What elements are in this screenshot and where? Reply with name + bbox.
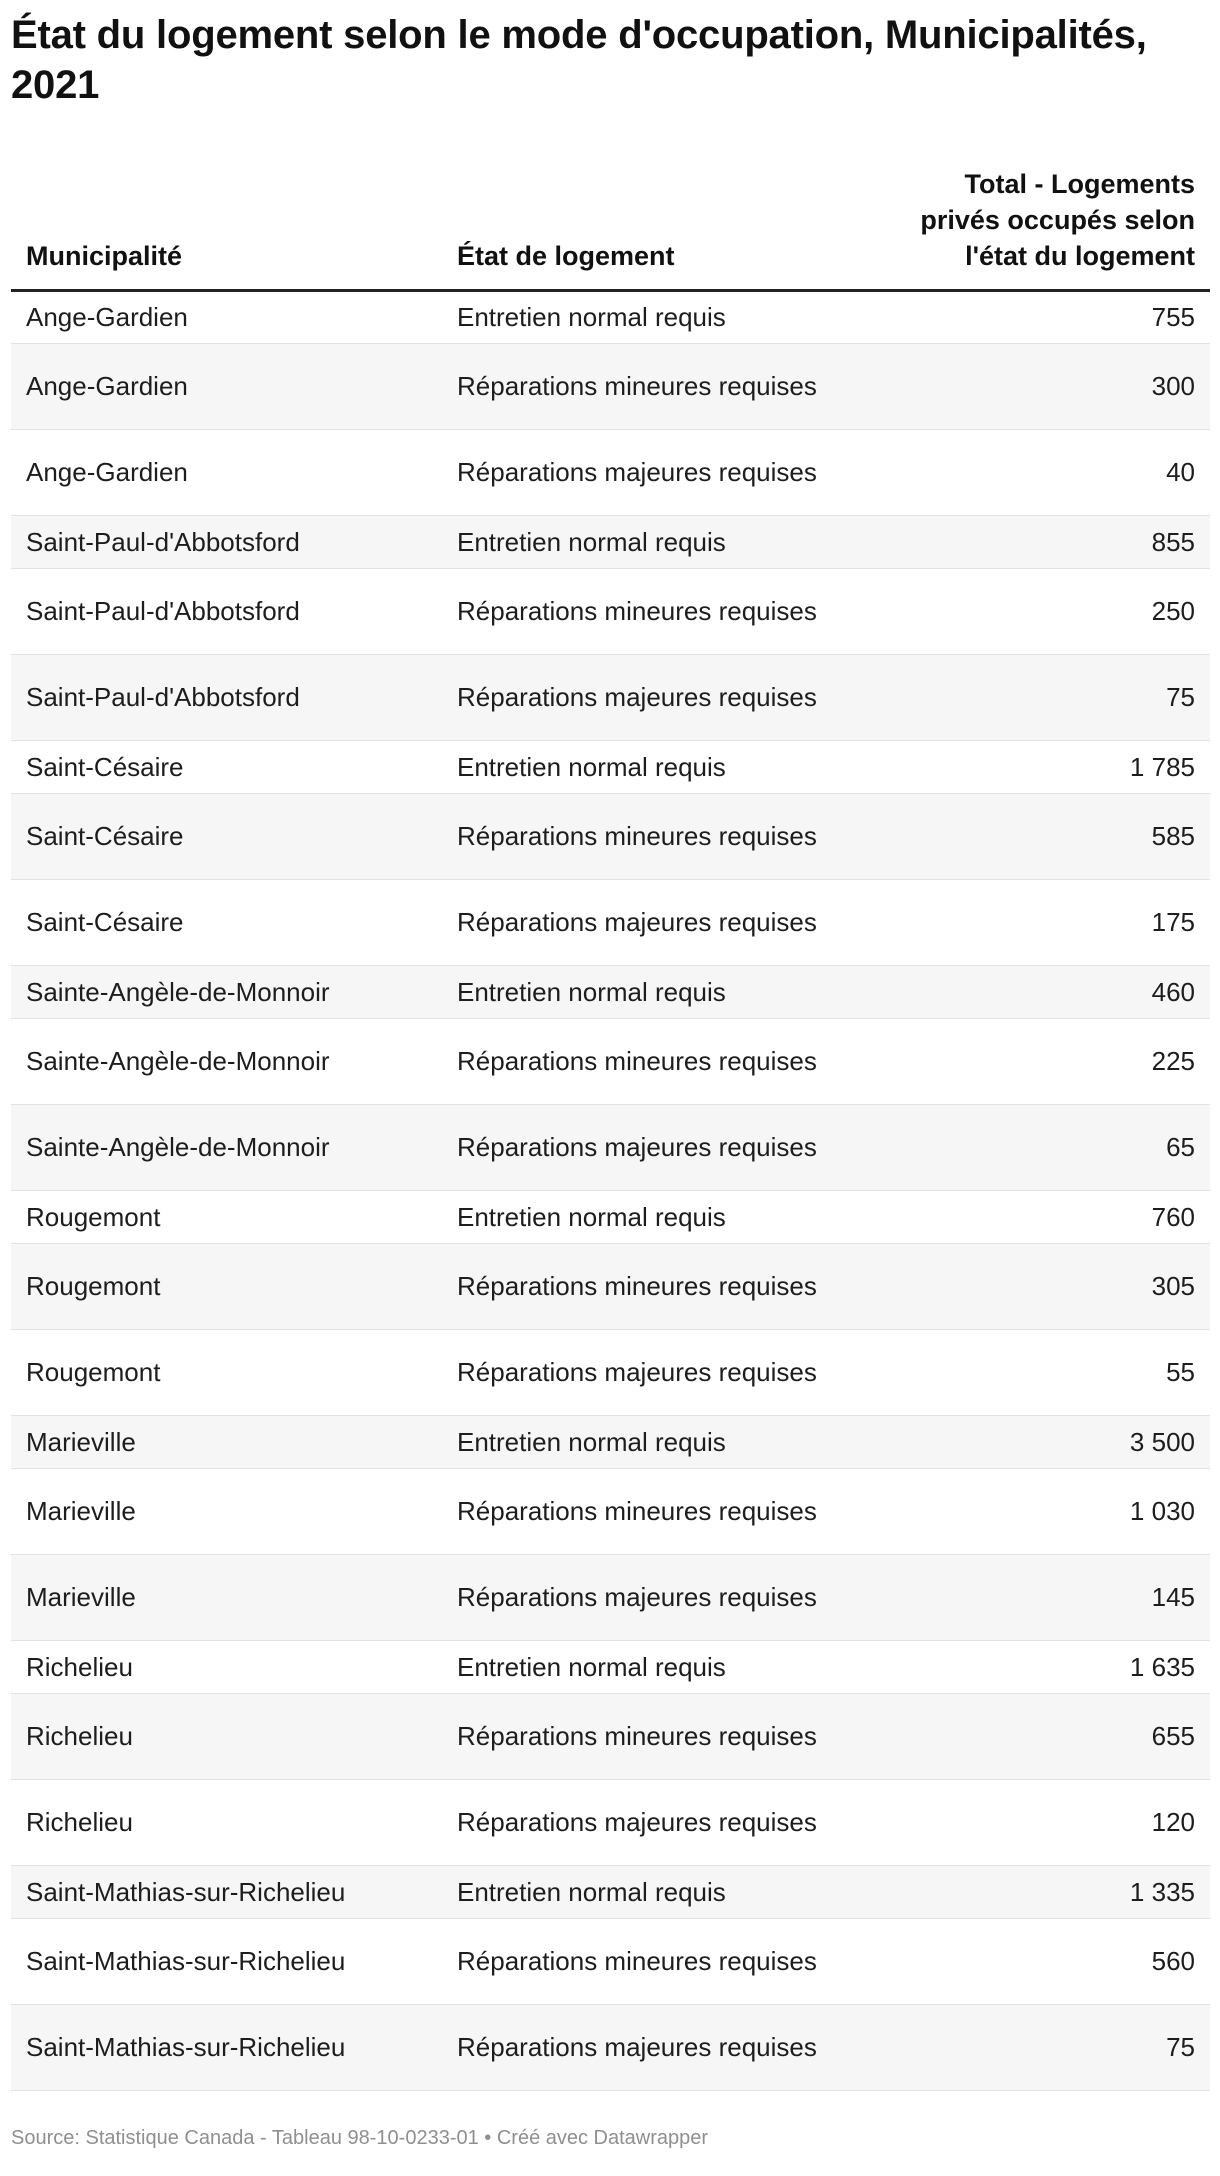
column-header-municipalite[interactable]: Municipalité <box>11 166 442 291</box>
cell-etat-logement: Réparations majeures requises <box>442 1780 872 1866</box>
cell-etat-logement: Entretien normal requis <box>442 1191 872 1244</box>
cell-municipalite: Richelieu <box>11 1780 442 1866</box>
cell-total: 145 <box>872 1555 1210 1641</box>
cell-total: 760 <box>872 1191 1210 1244</box>
table-row <box>11 880 1210 966</box>
table-row <box>11 2005 1210 2091</box>
cell-municipalite: Ange-Gardien <box>11 430 442 516</box>
cell-total: 1 785 <box>872 741 1210 794</box>
cell-etat-logement: Entretien normal requis <box>442 291 872 344</box>
cell-total: 175 <box>872 880 1210 966</box>
table-row <box>11 1469 1210 1555</box>
cell-municipalite: Saint-Paul-d'Abbotsford <box>11 569 442 655</box>
cell-etat-logement: Entretien normal requis <box>442 1641 872 1694</box>
cell-etat-logement: Réparations majeures requises <box>442 655 872 741</box>
cell-total: 120 <box>872 1780 1210 1866</box>
table-row <box>11 1191 1210 1244</box>
cell-etat-logement: Réparations majeures requises <box>442 1105 872 1191</box>
table-row <box>11 1244 1210 1330</box>
table-header <box>11 166 1210 291</box>
column-header-total[interactable]: Total - Logements privés occupés selon l'état du logement <box>872 166 1210 291</box>
cell-total: 305 <box>872 1244 1210 1330</box>
cell-municipalite: Sainte-Angèle-de-Monnoir <box>11 1019 442 1105</box>
cell-total: 755 <box>872 291 1210 344</box>
cell-etat-logement: Réparations majeures requises <box>442 430 872 516</box>
cell-municipalite: Saint-Mathias-sur-Richelieu <box>11 2005 442 2091</box>
column-header-etat[interactable]: État de logement <box>442 166 872 291</box>
table-row <box>11 1866 1210 1919</box>
table-row <box>11 966 1210 1019</box>
cell-municipalite: Rougemont <box>11 1191 442 1244</box>
cell-total: 65 <box>872 1105 1210 1191</box>
table-row <box>11 1330 1210 1416</box>
cell-total: 250 <box>872 569 1210 655</box>
cell-municipalite: Richelieu <box>11 1694 442 1780</box>
cell-etat-logement: Réparations mineures requises <box>442 1244 872 1330</box>
cell-total: 3 500 <box>872 1416 1210 1469</box>
cell-municipalite: Saint-Césaire <box>11 880 442 966</box>
cell-municipalite: Sainte-Angèle-de-Monnoir <box>11 966 442 1019</box>
table-row <box>11 655 1210 741</box>
cell-municipalite: Saint-Paul-d'Abbotsford <box>11 655 442 741</box>
table-row <box>11 344 1210 430</box>
table-row <box>11 569 1210 655</box>
cell-etat-logement: Réparations mineures requises <box>442 794 872 880</box>
cell-total: 855 <box>872 516 1210 569</box>
cell-total: 1 635 <box>872 1641 1210 1694</box>
table-row <box>11 430 1210 516</box>
table-row <box>11 516 1210 569</box>
cell-total: 460 <box>872 966 1210 1019</box>
header-row <box>11 166 1210 291</box>
cell-etat-logement: Réparations majeures requises <box>442 1555 872 1641</box>
cell-municipalite: Ange-Gardien <box>11 344 442 430</box>
cell-etat-logement: Entretien normal requis <box>442 1866 872 1919</box>
cell-municipalite: Saint-Mathias-sur-Richelieu <box>11 1919 442 2005</box>
cell-etat-logement: Réparations majeures requises <box>442 1330 872 1416</box>
cell-municipalite: Saint-Mathias-sur-Richelieu <box>11 1866 442 1919</box>
cell-municipalite: Sainte-Angèle-de-Monnoir <box>11 1105 442 1191</box>
cell-municipalite: Saint-Césaire <box>11 794 442 880</box>
cell-etat-logement: Réparations mineures requises <box>442 344 872 430</box>
cell-municipalite: Marieville <box>11 1469 442 1555</box>
page-title: État du logement selon le mode d'occupation, Municipalités, 2021 <box>11 13 1147 107</box>
cell-etat-logement: Réparations majeures requises <box>442 880 872 966</box>
cell-etat-logement: Entretien normal requis <box>442 966 872 1019</box>
cell-municipalite: Marieville <box>11 1416 442 1469</box>
cell-municipalite: Rougemont <box>11 1244 442 1330</box>
cell-municipalite: Rougemont <box>11 1330 442 1416</box>
cell-municipalite: Ange-Gardien <box>11 291 442 344</box>
table-row <box>11 1416 1210 1469</box>
table-row <box>11 1019 1210 1105</box>
source-note: Source: Statistique Canada - Tableau 98-10-0233-01 • Créé avec Datawrapper <box>11 2127 709 2149</box>
cell-etat-logement: Réparations mineures requises <box>442 1019 872 1105</box>
table-row <box>11 1641 1210 1694</box>
cell-total: 560 <box>872 1919 1210 2005</box>
table-row <box>11 291 1210 344</box>
cell-etat-logement: Réparations mineures requises <box>442 1919 872 2005</box>
cell-etat-logement: Entretien normal requis <box>442 741 872 794</box>
table-row <box>11 1555 1210 1641</box>
cell-total: 75 <box>872 655 1210 741</box>
cell-etat-logement: Réparations majeures requises <box>442 2005 872 2091</box>
table-row <box>11 1694 1210 1780</box>
cell-total: 55 <box>872 1330 1210 1416</box>
cell-total: 40 <box>872 430 1210 516</box>
table-body <box>11 291 1210 2091</box>
cell-total: 300 <box>872 344 1210 430</box>
cell-municipalite: Richelieu <box>11 1641 442 1694</box>
cell-total: 585 <box>872 794 1210 880</box>
cell-total: 655 <box>872 1694 1210 1780</box>
cell-etat-logement: Réparations mineures requises <box>442 1469 872 1555</box>
table-row <box>11 1780 1210 1866</box>
data-table <box>11 166 1210 2091</box>
cell-etat-logement: Réparations mineures requises <box>442 569 872 655</box>
cell-etat-logement: Entretien normal requis <box>442 516 872 569</box>
cell-municipalite: Marieville <box>11 1555 442 1641</box>
cell-total: 1 335 <box>872 1866 1210 1919</box>
cell-total: 75 <box>872 2005 1210 2091</box>
cell-etat-logement: Réparations mineures requises <box>442 1694 872 1780</box>
table-row <box>11 794 1210 880</box>
table-row <box>11 741 1210 794</box>
table-row <box>11 1919 1210 2005</box>
cell-municipalite: Saint-Césaire <box>11 741 442 794</box>
cell-total: 1 030 <box>872 1469 1210 1555</box>
cell-municipalite: Saint-Paul-d'Abbotsford <box>11 516 442 569</box>
cell-total: 225 <box>872 1019 1210 1105</box>
table-row <box>11 1105 1210 1191</box>
cell-etat-logement: Entretien normal requis <box>442 1416 872 1469</box>
